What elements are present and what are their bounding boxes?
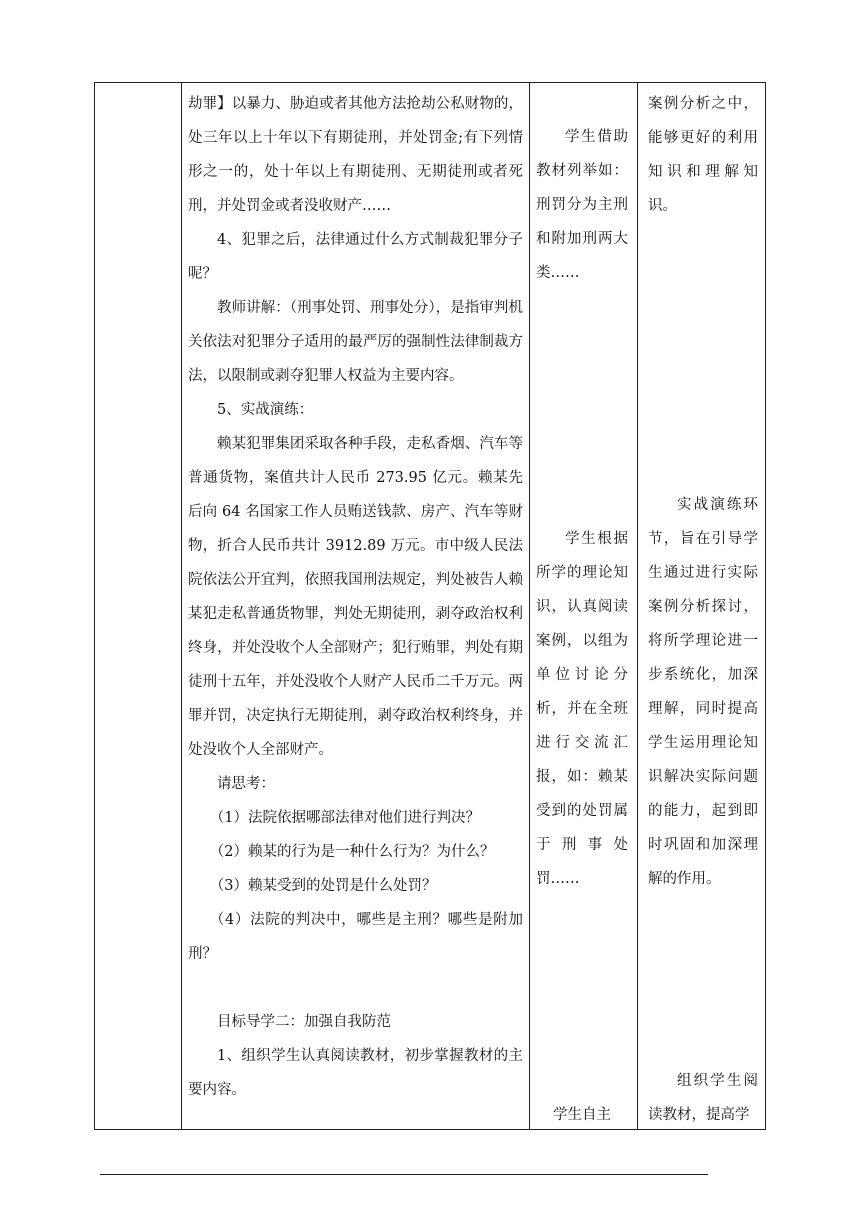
case-text: 赖某犯罪集团采取各种手段，走私香烟、汽车等普通货物，案值共计人民币 273.95 亿元。赖某先后向 64 名国家工作人员贿送钱款、房产、汽车等财物，折合人民币共计 3912.89 万元。市中级人民法院依法公开宜判，依照我国刑法规定，判处被告人赖某犯走私普通货物罪，判处无期徒刑，剥夺政治权利终身，并处没收个人全部财产；犯行贿罪，判处有期徒刑十五年，并处没收个人财产人民币二千万元。两罪并罚，决定执行无期徒刑，剥夺政治权利终身，并处没收个人全部财产。 [188,436,523,758]
think-question-3: （3）赖某受到的处罚是什么处罚？ [209,878,437,894]
think-question-4: （4）法院的判决中，哪些是主刑？哪些是附加刑？ [188,912,523,962]
teaching-content-cell [188,83,523,1107]
teacher-explanation: 教师讲解：（刑事处罚、刑事处分），是指审判机关依法对犯罪分子适用的最严厉的强制性法律制裁方法，以限制或剥夺犯罪人权益为主要内容。 [188,300,523,384]
goal-heading-2: 目标导学二：加强自我防范 [217,1014,391,1030]
question-4: 4、犯罪之后，法律通过什么方式制裁犯罪分子呢？ [188,232,523,282]
footer-line [100,1174,708,1175]
spacer [188,971,523,1005]
practice-heading: 5、实战演练： [217,402,314,418]
lesson-table [94,82,766,1130]
column-divider [181,83,182,1129]
robbery-law-text: 劫罪】以暴力、胁迫或者其他方法抢劫公私财物的，处三年以上十年以下有期徒刑，并处罚金;有下列情形之一的，处十年以上有期徒刑、无期徒刑或者死刑，并处罚金或者没收财产…… [188,96,523,214]
think-question-1: （1）法院依据哪部法律对他们进行判决？ [209,810,480,826]
design-intent-3: 组织学生阅读教材，提高学 [648,1073,758,1123]
design-intent-1: 案例分析之中，能够更好的利用知识和理解知识。 [648,96,758,214]
think-question-2: （2）赖某的行为是一种什么行为？为什么？ [209,844,495,860]
student-activity-3: 学生自主 [553,1107,611,1123]
reading-task: 1、组织学生认真阅读教材，初步掌握教材的主要内容。 [188,1048,523,1098]
think-prompt: 请思考： [217,776,275,792]
student-activity-1: 学生借助教材列举如：刑罚分为主刑和附加刑两大类…… [536,129,628,281]
column-divider [529,83,530,1129]
column-divider [637,83,638,1129]
design-intent-2: 实战演练环节，旨在引导学生通过进行实际案例分析探讨，将所学理论进一步系统化，加深理解，同时提高学生运用理论知识解决实际问题的能力，起到即时巩固和加深理解的作用。 [648,497,758,887]
student-activity-2: 学生根据所学的理论知识，认真阅读案例，以组为单位讨论分析，并在全班进行交流汇报，如：赖某受到的处罚属于刑事处罚…… [536,531,628,887]
